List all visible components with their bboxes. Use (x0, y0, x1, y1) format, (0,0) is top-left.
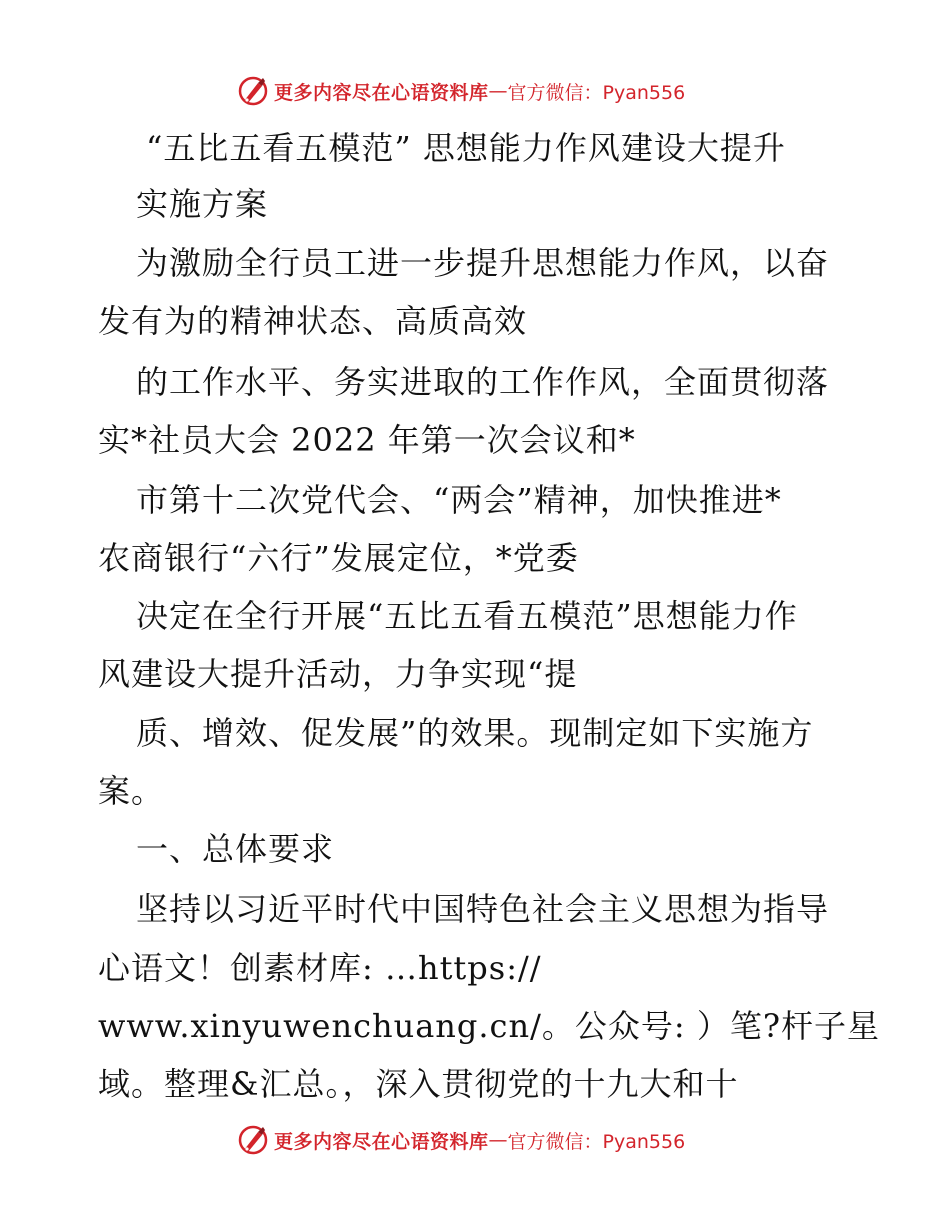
watermark-dash: — (488, 1129, 508, 1151)
paragraph-line: 决定在全行开展“五比五看五模范”思想能力作 (136, 597, 798, 635)
watermark-brand: 更多内容尽在心语资料库 (274, 1130, 489, 1153)
paragraph-line: 风建设大提升活动，力争实现“提 (98, 655, 578, 693)
paragraph-line: 发有为的精神状态、高质高效 (98, 302, 528, 340)
paragraph-line: 案。 (98, 772, 165, 810)
paragraph-line: 域。整理&汇总。，深入贯彻党的十九大和十 (98, 1065, 739, 1103)
watermark-dash: — (488, 80, 508, 102)
paragraph-line: 质、增效、促发展”的效果。现制定如下实施方 (136, 714, 814, 752)
header-watermark (236, 74, 685, 108)
paragraph-line: 心语文！创素材库: …https:// (98, 949, 542, 987)
quill-pen-logo-icon (236, 74, 270, 108)
paragraph-line: 的工作水平、务实进取的工作作风，全面贯彻落 (136, 363, 830, 401)
footer-watermark (236, 1123, 685, 1157)
watermark-wechat: 官方微信：Pyan556 (507, 81, 686, 104)
paragraph-line: 市第十二次党代会、“两会”精神，加快推进* (136, 481, 782, 519)
document-title: “五比五看五模范” 思想能力作风建设大提升 (146, 129, 786, 167)
paragraph-line: 为激励全行员工进一步提升思想能力作风，以奋 (136, 244, 830, 282)
paragraph-line: 农商银行“六行”发展定位，*党委 (98, 539, 579, 577)
section-heading: 一、总体要求 (136, 830, 335, 868)
paragraph-line: www.xinyuwenchuang.cn/。公众号: ）笔?杆子星 (98, 1007, 880, 1045)
paragraph-line: 坚持以习近平时代中国特色社会主义思想为指导 (136, 890, 830, 928)
paragraph-line: 实*社员大会 2022 年第一次会议和* (98, 421, 636, 459)
quill-pen-logo-icon (236, 1123, 270, 1157)
watermark-brand: 更多内容尽在心语资料库 (274, 81, 489, 104)
watermark-wechat: 官方微信：Pyan556 (507, 1130, 686, 1153)
document-subtitle: 实施方案 (136, 185, 269, 223)
